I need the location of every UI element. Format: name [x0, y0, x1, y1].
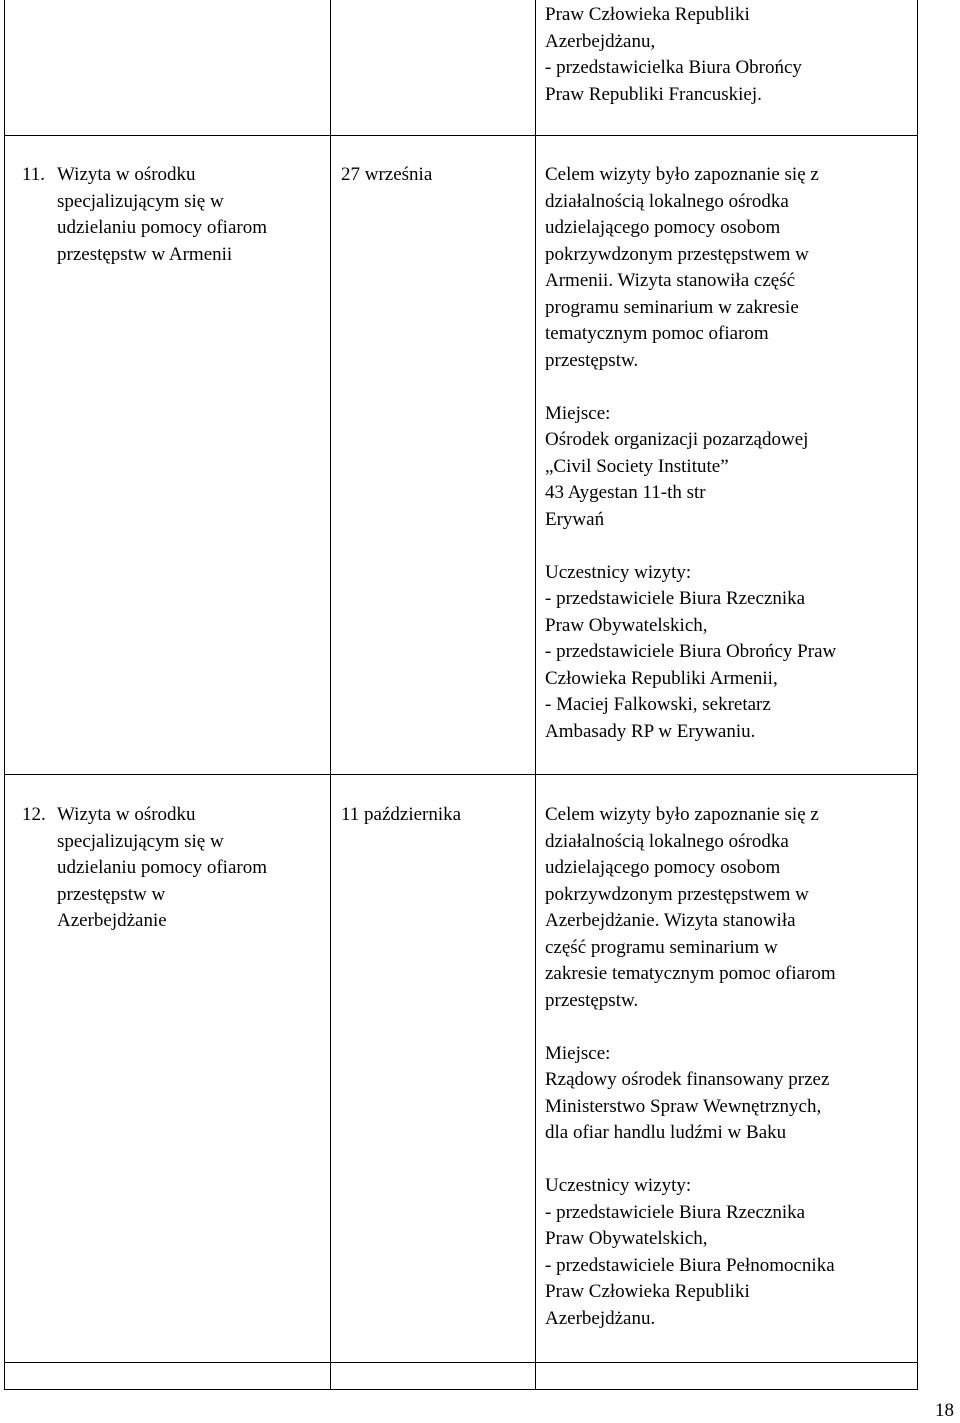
text-line: Miejsce: — [545, 1042, 611, 1064]
text-line: - przedstawicielka Biura Obrońcy — [545, 57, 802, 78]
text-line: Uczestnicy wizyty: — [545, 561, 692, 583]
text-line: zakresie tematycznym pomoc ofiarom — [545, 963, 836, 984]
text-line: Erywań — [545, 508, 605, 530]
text-line: udzielającego pomocy osobom — [545, 217, 781, 238]
text-line: Praw Człowieka Republiki — [545, 4, 750, 25]
text-line: Praw Człowieka Republiki — [545, 1281, 750, 1302]
text-line: Ambasady RP w Erywaniu. — [545, 720, 756, 742]
row-separator — [4, 1389, 918, 1390]
text-line: 43 Aygestan 11-th str — [545, 482, 706, 503]
text-line: specjalizującym się w — [57, 830, 224, 852]
text-line: część programu seminarium w — [545, 936, 778, 958]
text-line: pokrzywdzonym przestępstwem w — [545, 243, 809, 265]
text-line: udzielaniu pomocy ofiarom — [57, 217, 267, 238]
text-line: udzielaniu pomocy ofiarom — [57, 857, 267, 878]
text-line: Wizyta w ośrodku — [57, 804, 196, 825]
text-line: Praw Republiki Francuskiej. — [545, 83, 762, 105]
text-line: Człowieka Republiki Armenii, — [545, 667, 778, 689]
row-title — [57, 162, 267, 268]
row-title — [57, 802, 267, 935]
text-line: Ośrodek organizacji pozarządowej — [545, 429, 809, 450]
text-line: Azerbejdżanu. — [545, 1307, 656, 1329]
text-line: Wizyta w ośrodku — [57, 164, 196, 185]
row-separator — [4, 1362, 918, 1363]
table-divider-1 — [330, 0, 331, 1390]
text-line: Ministerstwo Spraw Wewnętrznych, — [545, 1095, 822, 1117]
text-line: udzielającego pomocy osobom — [545, 857, 781, 878]
text-line: pokrzywdzonym przestępstwem w — [545, 883, 809, 905]
text-line: przestępstw w — [57, 883, 166, 905]
text-line: programu seminarium w zakresie — [545, 296, 799, 318]
table-border-right — [917, 0, 918, 1390]
text-line: Azerbejdżanie. Wizyta stanowiła — [545, 910, 796, 931]
row-date: 11 października — [341, 804, 462, 825]
row-number: 11. — [22, 164, 46, 185]
text-line — [545, 1147, 836, 1174]
text-line: Praw Obywatelskich, — [545, 614, 708, 636]
text-line: działalnością lokalnego ośrodka — [545, 830, 789, 852]
table-border-left — [4, 0, 5, 1390]
text-line: Azerbejdżanu, — [545, 30, 656, 52]
text-line — [545, 1014, 836, 1041]
text-line: „Civil Society Institute” — [545, 455, 729, 477]
text-line: przestępstw. — [545, 989, 639, 1011]
page-number: 18 — [935, 1400, 954, 1421]
table-divider-2 — [535, 0, 536, 1390]
text-line — [545, 374, 836, 401]
text-line: Praw Obywatelskich, — [545, 1228, 708, 1249]
text-line: Azerbejdżanie — [57, 910, 167, 931]
text-line: dla ofiar handlu ludźmi w Baku — [545, 1122, 787, 1143]
row-separator — [4, 135, 918, 136]
text-line: Rządowy ośrodek finansowany przez — [545, 1069, 830, 1090]
text-line: - Maciej Falkowski, sekretarz — [545, 694, 771, 715]
text-line: - przedstawiciele Biura Rzecznika — [545, 588, 806, 609]
text-line: Uczestnicy wizyty: — [545, 1175, 692, 1196]
text-line: tematycznym pomoc ofiarom — [545, 323, 769, 344]
text-line: przestępstw. — [545, 349, 639, 371]
row-number: 12. — [22, 804, 46, 825]
text-line: działalnością lokalnego ośrodka — [545, 190, 789, 212]
text-line: Miejsce: — [545, 402, 611, 424]
row-separator — [4, 774, 918, 775]
text-line: specjalizującym się w — [57, 190, 224, 212]
row-date: 27 września — [341, 164, 433, 185]
continuation-description — [545, 2, 802, 108]
row-description — [545, 802, 836, 1332]
row-description — [545, 162, 836, 745]
text-line: - przedstawiciele Biura Rzecznika — [545, 1201, 806, 1223]
text-line: przestępstw w Armenii — [57, 243, 233, 265]
text-line: Armenii. Wizyta stanowiła część — [545, 270, 796, 291]
text-line: - przedstawiciele Biura Obrońcy Praw — [545, 641, 837, 662]
text-line: Celem wizyty było zapoznanie się z — [545, 164, 819, 185]
text-line: - przedstawiciele Biura Pełnomocnika — [545, 1254, 835, 1276]
text-line: Celem wizyty było zapoznanie się z — [545, 804, 819, 825]
text-line — [545, 533, 836, 560]
